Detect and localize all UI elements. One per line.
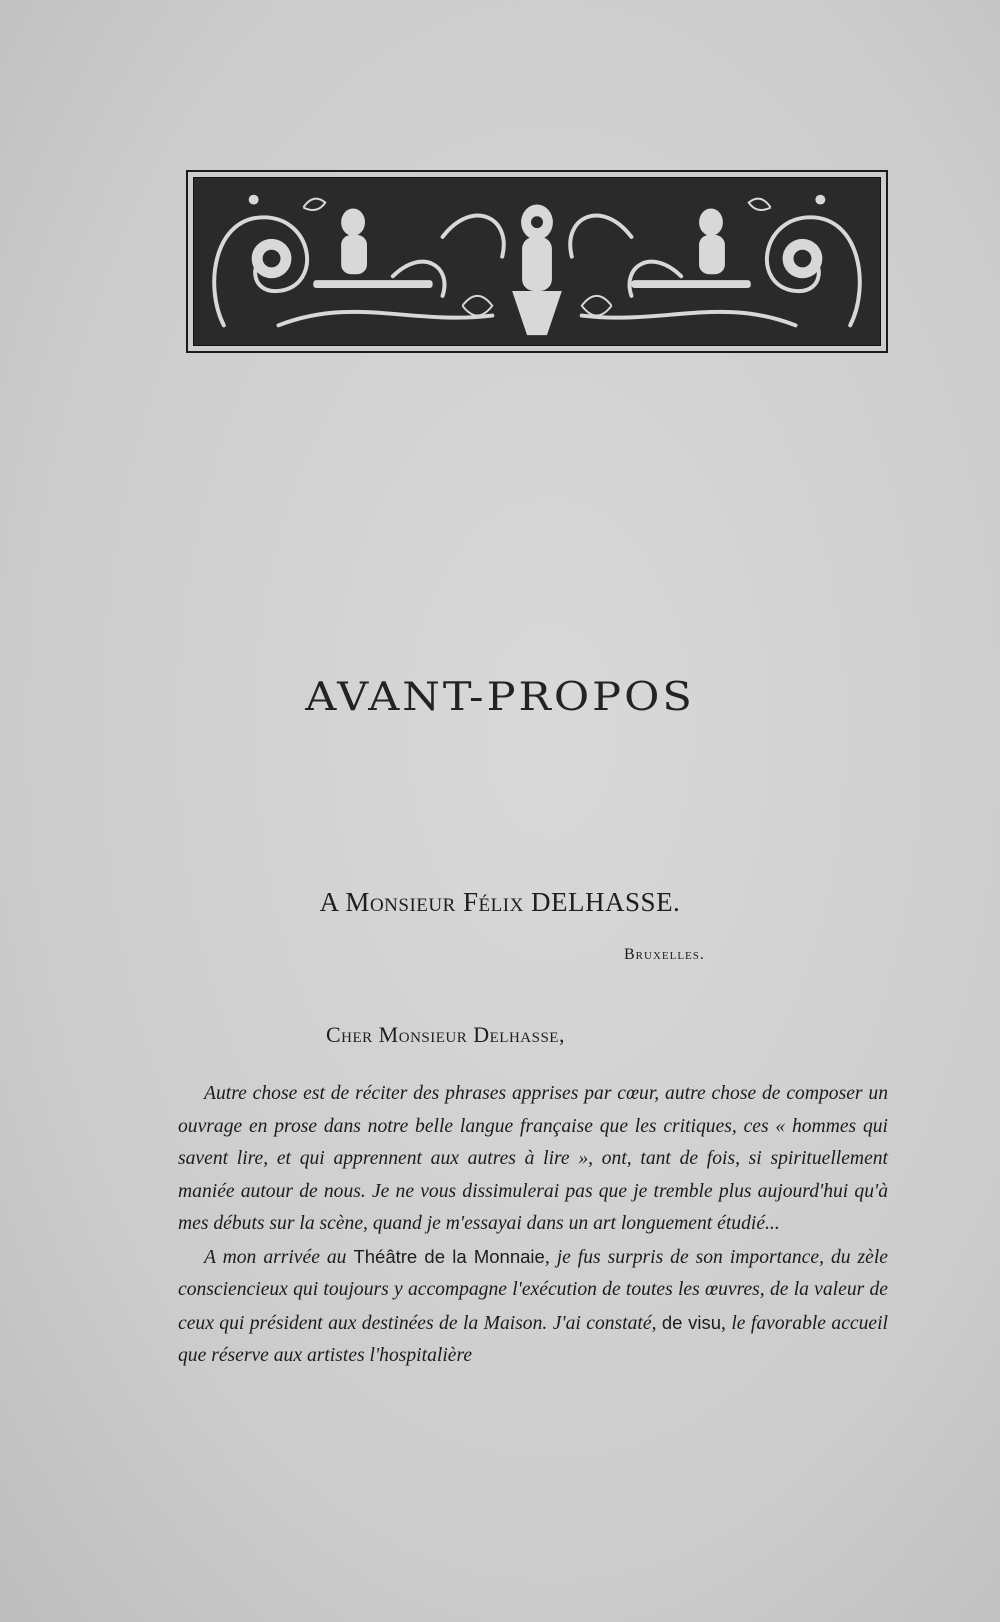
paragraph-2-part-2: , je fus surpris de son importance, du zèle consciencieux qui toujours y accompagne l'exécution de toutes les œuvres, de la valeur de ceux qui président aux destinées de la Maison. J'ai constaté,	[178, 1246, 888, 1334]
salutation: Cher Monsieur Delhasse,	[326, 1022, 565, 1047]
theatre-name: Théâtre de la Monnaie	[353, 1245, 545, 1267]
paragraph-2-part-3: , le favorable accueil que réserve aux artistes l'hospitalière	[178, 1312, 888, 1366]
headpiece-panel	[193, 177, 881, 346]
de-visu: de visu	[661, 1311, 722, 1333]
body-text	[178, 1078, 888, 1373]
ornamental-headpiece-icon	[194, 178, 880, 345]
dedication-line: A Monsieur Félix DELHASSE.	[319, 887, 681, 917]
paragraph-2-part-1: A mon arrivée au	[204, 1246, 354, 1268]
paragraph-2	[178, 1241, 888, 1373]
city-line: Bruxelles.	[624, 946, 705, 963]
ornamental-headpiece	[186, 170, 888, 353]
paragraph-1: Autre chose est de réciter des phrases apprises par cœur, autre chose de composer un ouvrage en prose dans notre belle langue française que les critiques, ces « hommes qui savent lire, et qui apprennent aux autres à lire », ont, tant de fois, si spirituellement maniée autour de nous. Je ne vous dissimulerai pas que je tremble plus aujourd'hui qu'à mes débuts sur la scène, quand je m'essayai dans un art longuement étudié...	[178, 1083, 888, 1234]
page-title: AVANT-PROPOS	[305, 674, 695, 720]
